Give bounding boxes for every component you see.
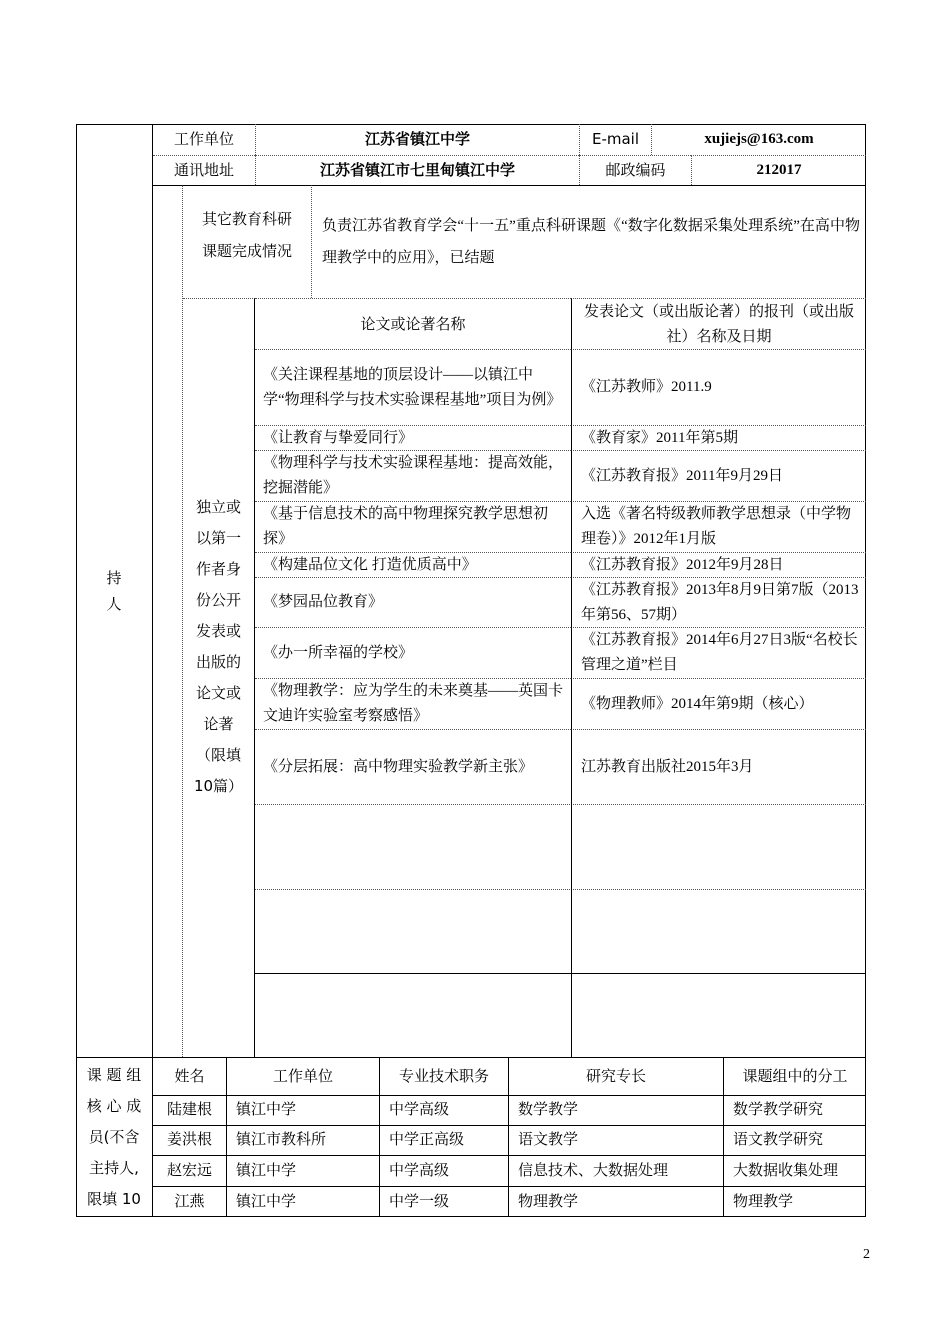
paper-pub: 《江苏教育报》2011年9月29日 [581, 467, 783, 484]
paper-pub: 《江苏教育报》2013年8月9日第7版（2013年第56、57期） [581, 581, 859, 623]
paper-pub: 《江苏教育报》2012年9月28日 [581, 556, 784, 573]
paper-title: 《物理教学：应为学生的未来奠基——英国卡文迪许实验室考察感悟》 [263, 683, 564, 724]
empty-row [255, 804, 866, 889]
member-unit: 镇江中学 [226, 1186, 379, 1217]
paper-title-cell [255, 450, 571, 501]
papers-col-pub [571, 298, 866, 349]
other-research-label-line: 课题完成情况 [201, 242, 292, 260]
paper-title: 《梦园品位教育》 [263, 594, 384, 610]
member-role: 数学教学研究 [723, 1095, 866, 1125]
member-title: 中学正高级 [379, 1125, 508, 1155]
paper-pub-cell [571, 450, 866, 501]
paper-title-cell [255, 552, 571, 577]
paper-title-cell [255, 678, 571, 729]
member-role: 大数据收集处理 [723, 1155, 866, 1186]
members-col-title: 专业技术职务 [379, 1057, 508, 1095]
paper-pub-cell [571, 577, 866, 627]
paper-pub-cell [571, 501, 866, 552]
email-label: E-mail [579, 124, 651, 155]
papers-label-line: 论著 [203, 715, 234, 733]
paper-pub: 入选《著名特级教师教学思想录（中学物理卷）》2012年1月版 [581, 506, 852, 547]
members-label-line: 限填 10 [87, 1190, 141, 1208]
member-title: 中学高级 [379, 1095, 508, 1125]
paper-title-cell [255, 501, 571, 552]
paper-title: 《物理科学与技术实验课程基地：提高效能，挖掘潜能》 [263, 455, 564, 496]
other-research-text [312, 185, 866, 298]
paper-pub: 《江苏教师》2011.9 [581, 379, 712, 395]
unit-label: 工作单位 [173, 130, 234, 148]
paper-pub: 江苏教育出版社2015年3月 [581, 758, 754, 775]
member-title: 中学高级 [379, 1155, 508, 1186]
spacer-column [153, 185, 183, 1057]
member-title: 中学一级 [379, 1186, 508, 1217]
host-label-char: 人 [106, 594, 122, 613]
paper-pub-cell [571, 729, 866, 804]
paper-title: 《基于信息技术的高中物理探究教学思想初探》 [263, 506, 549, 547]
members-label-line: 主持人, [89, 1159, 139, 1177]
papers-label-line: （限填 [195, 746, 241, 764]
paper-title-cell [255, 729, 571, 804]
postcode-value: 212017 [691, 155, 866, 185]
paper-title-cell [255, 425, 571, 450]
members-label-line: 员(不含 [88, 1128, 140, 1146]
papers-label-line: 份公开 [195, 591, 241, 609]
paper-title: 《关注课程基地的顶层设计——以镇江中学“物理科学与技术实验课程基地”项目为例》 [263, 366, 562, 408]
empty-row [255, 973, 866, 1057]
member-name: 赵宏远 [153, 1155, 226, 1186]
member-unit: 镇江市教科所 [226, 1125, 379, 1155]
members-col-specialty: 研究专长 [508, 1057, 723, 1095]
empty-row [255, 889, 866, 973]
member-unit: 镇江中学 [226, 1155, 379, 1186]
paper-pub-cell [571, 627, 866, 678]
paper-pub: 《教育家》2011年第5期 [581, 429, 738, 446]
papers-col-title: 论文或论著名称 [255, 298, 571, 349]
paper-title: 《办一所幸福的学校》 [263, 644, 414, 661]
paper-pub-cell [571, 425, 866, 450]
unit-value: 江苏省镇江中学 [255, 124, 579, 155]
other-research-value: 负责江苏省教育学会“十一五”重点科研课题《“数字化数据采集处理系统”在高中物理教学中的应用》，已结题 [322, 218, 860, 266]
paper-title: 《让教育与挚爱同行》 [263, 429, 414, 446]
members-col-role: 课题组中的分工 [723, 1057, 866, 1095]
papers-label-line: 论文或 [195, 684, 241, 702]
papers-label-line: 出版的 [195, 653, 241, 671]
member-specialty: 语文教学 [508, 1125, 723, 1155]
empty-col-divider [571, 804, 572, 1057]
host-label [76, 124, 153, 1057]
members-label [76, 1057, 153, 1217]
papers-label-line: 发表或 [195, 622, 241, 640]
papers-col-pub-text: 发表论文（或出版论著）的报刊（或出版社）名称及日期 [583, 302, 854, 345]
members-col-unit: 工作单位 [226, 1057, 379, 1095]
member-name: 江燕 [153, 1186, 226, 1217]
paper-pub-cell [571, 552, 866, 577]
paper-title-cell [255, 577, 571, 627]
host-label-char: 持 [106, 568, 122, 587]
paper-pub: 《江苏教育报》2014年6月27日3版“名校长管理之道”栏目 [581, 632, 858, 673]
paper-pub: 《物理教师》2014年第9期（核心） [581, 695, 814, 712]
papers-label-line: 10篇） [193, 777, 244, 795]
postcode-label: 邮政编码 [579, 155, 691, 185]
member-name: 姜洪根 [153, 1125, 226, 1155]
paper-pub-cell [571, 349, 866, 425]
members-col-name: 姓名 [174, 1066, 205, 1085]
member-specialty: 信息技术、大数据处理 [508, 1155, 723, 1186]
member-role: 物理教学 [723, 1186, 866, 1217]
member-role: 语文教学研究 [723, 1125, 866, 1155]
papers-label-line: 作者身 [195, 560, 241, 578]
paper-title: 《分层拓展：高中物理实验教学新主张》 [263, 758, 534, 775]
members-label-line: 课 题 组 [86, 1066, 142, 1084]
paper-title-cell [255, 627, 571, 678]
member-specialty: 数学教学 [508, 1095, 723, 1125]
paper-pub-cell [571, 678, 866, 729]
members-label-line: 核 心 成 [86, 1097, 142, 1115]
address-value: 江苏省镇江市七里甸镇江中学 [255, 155, 579, 185]
paper-title: 《构建品位文化 打造优质高中》 [263, 556, 477, 573]
paper-title-cell [255, 349, 571, 425]
member-name: 陆建根 [153, 1095, 226, 1125]
papers-label [183, 298, 255, 1057]
other-research-label-line: 其它教育科研 [201, 210, 292, 228]
other-research-label [183, 185, 312, 298]
email-value: xujiejs@163.com [651, 124, 866, 155]
papers-label-line: 以第一 [195, 529, 241, 547]
page-number: 2 [863, 1247, 870, 1262]
member-specialty: 物理教学 [508, 1186, 723, 1217]
address-label: 通讯地址 [153, 155, 255, 185]
member-unit: 镇江中学 [226, 1095, 379, 1125]
papers-label-line: 独立或 [195, 498, 241, 516]
